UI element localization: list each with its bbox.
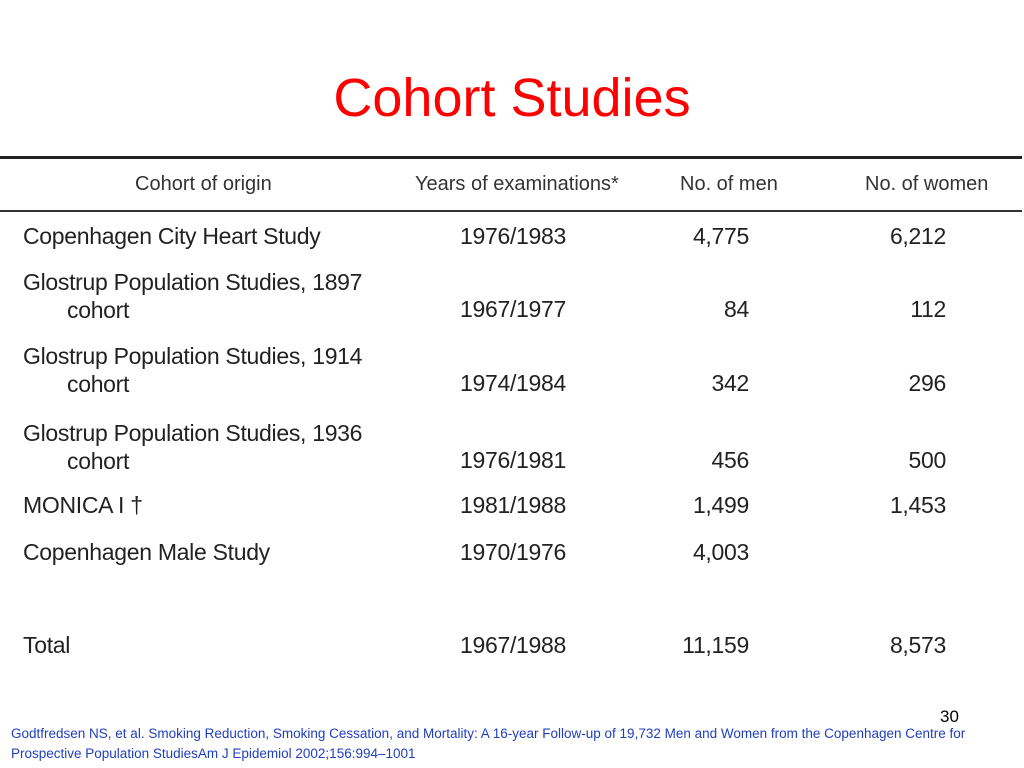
cohort-name-line-2: cohort (67, 297, 130, 323)
cohort-name-line: Glostrup Population Studies, 1914 (23, 343, 363, 369)
slide-title: Cohort Studies (333, 68, 691, 128)
table-total-row (0, 632, 1022, 672)
cell-cohort-name (23, 342, 362, 398)
header-years-of-examinations: Years of examinations* (415, 173, 619, 195)
header-cohort-of-origin: Cohort of origin (135, 173, 272, 195)
cohort-name-line: MONICA I † (23, 492, 143, 518)
cohort-name-line-2: cohort (67, 371, 130, 397)
cell-men: 1,499 (692, 492, 749, 518)
cell-years: 1974/1984 (460, 370, 567, 396)
cell-men: 456 (711, 447, 749, 473)
cell-cohort-name (23, 539, 270, 566)
cohort-name-line-2: cohort (67, 448, 130, 474)
cell-cohort-name (23, 268, 362, 324)
table-header-row (0, 159, 1022, 210)
cohort-name-line: Glostrup Population Studies, 1897 (23, 269, 363, 295)
cell-years: 1970/1976 (460, 539, 567, 565)
table-row (0, 492, 1022, 539)
citation-footnote: Godtfredsen NS, et al. Smoking Reduction, Smoking Cessation, and Mortality: A 16-year Follow-up of 19,732 Men and Women from the Copenhagen Centre for Prospective Population StudiesAm J Epidemiol 2002;156:994–1001 (11, 726, 966, 761)
cell-cohort-name (23, 419, 362, 475)
cell-years: 1981/1988 (460, 492, 567, 518)
cell-years: 1976/1981 (460, 447, 567, 473)
cell-women: 112 (910, 296, 946, 322)
cell-women: 500 (908, 447, 946, 473)
cell-years: 1976/1983 (460, 223, 567, 249)
cell-total-years: 1967/1988 (460, 632, 567, 658)
cell-total-women: 8,573 (889, 632, 946, 658)
cell-men: 4,003 (692, 539, 749, 565)
table-row (0, 340, 1022, 416)
cell-women: 296 (908, 370, 946, 396)
cell-men: 4,775 (692, 223, 749, 249)
cell-years: 1967/1977 (460, 296, 567, 322)
header-no-of-women: No. of women (865, 173, 989, 195)
cohort-name-line: Copenhagen City Heart Study (23, 223, 321, 249)
cohort-name-line: Copenhagen Male Study (23, 539, 270, 565)
table-row (0, 539, 1022, 632)
table-row (0, 264, 1022, 340)
table-row (0, 212, 1022, 264)
cell-women: 6,212 (889, 223, 946, 249)
cell-cohort-name (23, 223, 320, 250)
cell-men: 84 (724, 296, 749, 322)
cell-men: 342 (711, 370, 749, 396)
cell-cohort-name (23, 492, 143, 519)
page-number: 30 (940, 707, 959, 726)
cohort-name-line: Glostrup Population Studies, 1936 (23, 420, 363, 446)
cell-total-men: 11,159 (682, 632, 749, 658)
table-row (0, 416, 1022, 492)
cell-total-label: Total (23, 632, 71, 658)
cohort-table (0, 156, 1022, 672)
cell-women: 1,453 (889, 492, 946, 518)
header-no-of-men: No. of men (680, 173, 778, 195)
